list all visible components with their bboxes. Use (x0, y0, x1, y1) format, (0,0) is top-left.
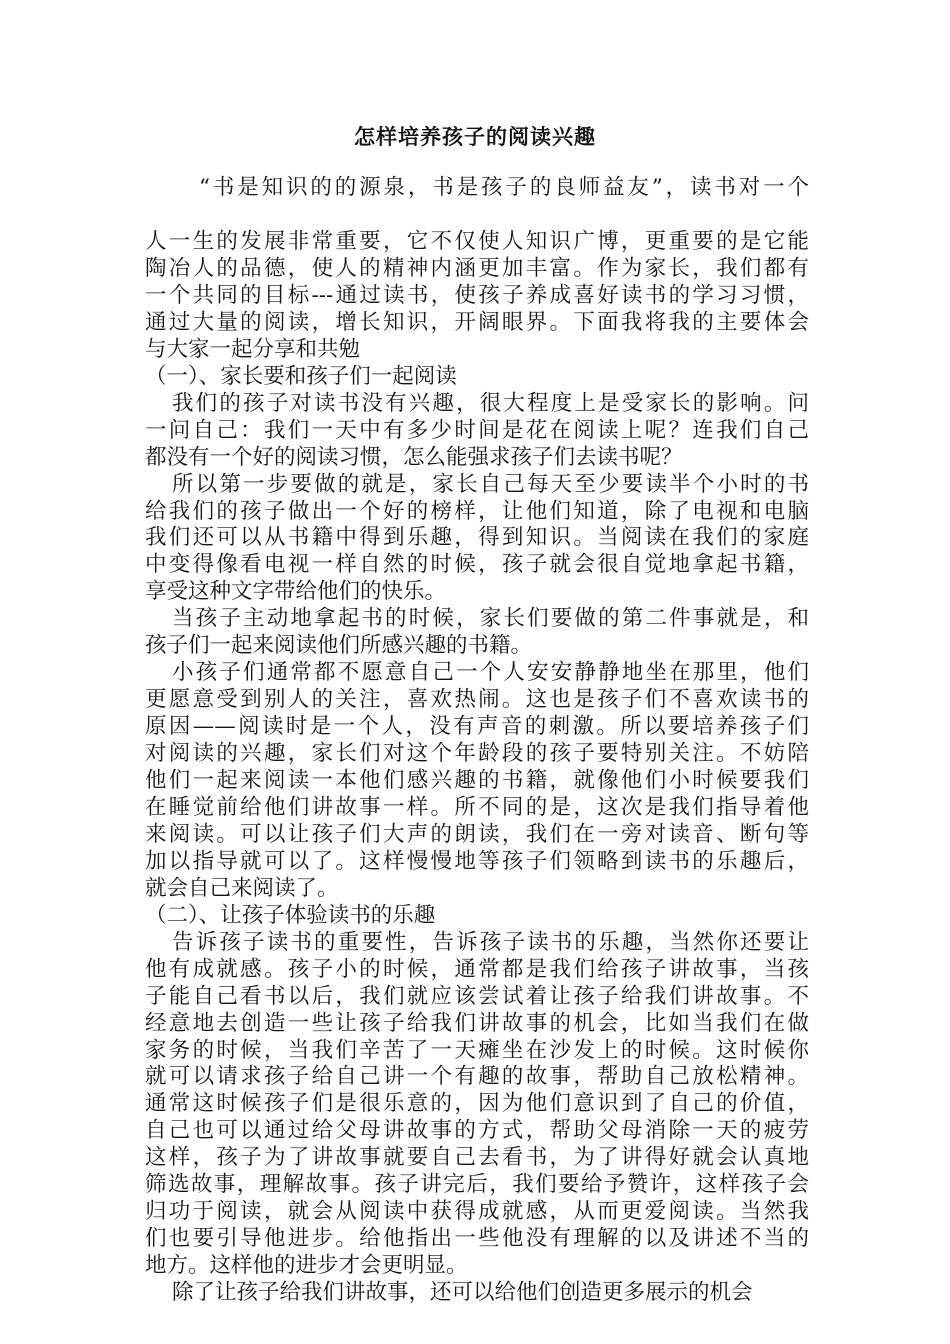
text-line: 经意地去创造一些让孩子给我们讲故事的机会，比如当我们在做 (145, 1010, 809, 1036)
text-line: 在睡觉前给他们讲故事一样。所不同的是，这次是我们指导着他 (145, 794, 809, 820)
text-line: 一个共同的目标---通过读书，使孩子养成喜好读书的学习习惯， (145, 282, 809, 308)
text-line: 当孩子主动地拿起书的时候，家长们要做的第二件事就是，和 (172, 606, 809, 632)
text-line: 与大家一起分享和共勉 (145, 336, 361, 362)
text-line: 中变得像看电视一样自然的时候，孩子就会很自觉地拿起书籍， (145, 552, 809, 578)
text-line: 加以指导就可以了。这样慢慢地等孩子们领略到读书的乐趣后， (145, 848, 809, 874)
text-line: 给我们的孩子做出一个好的榜样，让他们知道，除了电视和电脑 (145, 498, 809, 524)
text-line: 通常这时候孩子们是很乐意的，因为他们意识到了自己的价值， (145, 1091, 809, 1117)
text-line: 通过大量的阅读，增长知识，开阔眼界。下面我将我的主要体会 (145, 309, 809, 335)
text-line: 陶冶人的品德，使人的精神内涵更加丰富。作为家长，我们都有 (145, 255, 809, 281)
text-line: 就可以请求孩子给自己讲一个有趣的故事，帮助自己放松精神。 (145, 1064, 809, 1090)
text-line: （一）、家长要和孩子们一起阅读 (145, 363, 457, 389)
text-line: 除了让孩子给我们讲故事，还可以给他们创造更多展示的机会 (172, 1280, 753, 1306)
text-line: 他有成就感。孩子小的时候，通常都是我们给孩子讲故事，当孩 (145, 956, 809, 982)
text-line: “书是知识的的源泉，书是孩子的良师益友”，读书对一个 (199, 175, 809, 200)
text-line: 筛选故事，理解故事。孩子讲完后，我们要给予赞许，这样孩子会 (145, 1172, 809, 1198)
text-line: 告诉孩子读书的重要性，告诉孩子读书的乐趣，当然你还要让 (172, 929, 809, 955)
text-line: 小孩子们通常都不愿意自己一个人安安静静地坐在那里，他们 (172, 660, 809, 686)
text-line: 们也要引导他进步。给他指出一些他没有理解的以及讲述不当的 (145, 1226, 809, 1252)
text-line: 原因——阅读时是一个人，没有声音的刺激。所以要培养孩子们 (145, 714, 809, 740)
text-line: 都没有一个好的阅读习惯，怎么能强求孩子们去读书呢？ (145, 444, 683, 470)
text-line: 来阅读。可以让孩子们大声的朗读，我们在一旁对读音、断句等 (145, 821, 809, 847)
text-line: 家务的时候，当我们辛苦了一天瘫坐在沙发上的时候。这时候你 (145, 1037, 809, 1063)
text-line: 这样，孩子为了讲故事就要自己去看书，为了讲得好就会认真地 (145, 1145, 809, 1171)
text-line: 自己也可以通过给父母讲故事的方式，帮助父母消除一天的疲劳 (145, 1118, 809, 1144)
text-line: 所以第一步要做的就是，家长自己每天至少要读半个小时的书 (172, 471, 809, 497)
text-line: 孩子们一起来阅读他们所感兴趣的书籍。 (145, 633, 533, 659)
text-line: 归功于阅读，就会从阅读中获得成就感，从而更爱阅读。当然我 (145, 1199, 809, 1225)
text-line: 就会自己来阅读了。 (145, 875, 339, 901)
text-line: 对阅读的兴趣，家长们对这个年龄段的孩子要特别关注。不妨陪 (145, 741, 809, 767)
text-line: 享受这种文字带给他们的快乐。 (145, 579, 447, 605)
text-line: 一问自己：我们一天中有多少时间是花在阅读上呢？连我们自己 (145, 417, 809, 443)
text-line: 更愿意受到别人的关注，喜欢热闹。这也是孩子们不喜欢读书的 (145, 687, 809, 713)
text-line: 他们一起来阅读一本他们感兴趣的书籍，就像他们小时候要我们 (145, 768, 809, 793)
document-title: 怎样培养孩子的阅读兴趣 (354, 124, 596, 149)
text-line: 地方。这样他的进步才会更明显。 (145, 1253, 468, 1279)
text-line: （二）、让孩子体验读书的乐趣 (145, 902, 436, 928)
text-line: 人一生的发展非常重要，它不仅使人知识广博，更重要的是它能 (145, 229, 809, 254)
text-line: 我们还可以从书籍中得到乐趣，得到知识。当阅读在我们的家庭 (145, 525, 809, 551)
text-line: 我们的孩子对读书没有兴趣，很大程度上是受家长的影响。问 (172, 390, 809, 416)
text-line: 子能自己看书以后，我们就应该尝试着让孩子给我们讲故事。不 (145, 983, 809, 1009)
